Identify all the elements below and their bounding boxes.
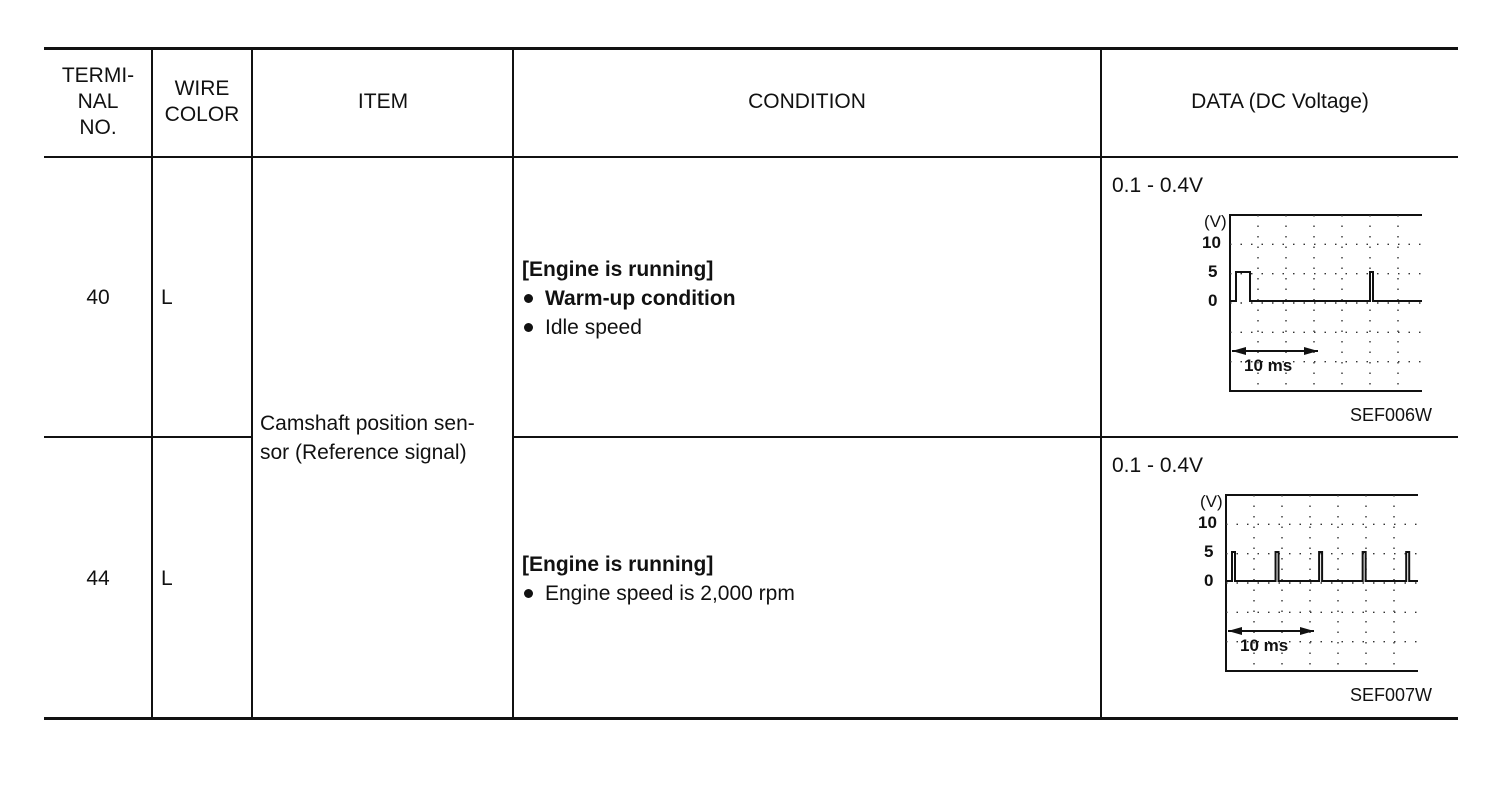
waveform-chart: [1138, 485, 1418, 675]
header-wire-color: WIRE COLOR: [164, 77, 240, 126]
waveform-chart: [1142, 205, 1422, 395]
axis-unit-label: (V): [1200, 492, 1223, 511]
condition-bullet: [522, 284, 736, 313]
arrow-head-right: [1300, 627, 1314, 635]
condition-bullet: [522, 313, 736, 342]
voltage-value: 0.1 - 0.4V: [1112, 174, 1204, 197]
arrow-head-left: [1232, 347, 1246, 355]
condition-bullet: [522, 579, 795, 608]
wire-color: L: [161, 567, 173, 590]
tick-label: 0: [1208, 291, 1218, 310]
tick-label: 10: [1202, 233, 1221, 252]
condition-title: [Engine is running]: [522, 553, 714, 576]
bullet-text: Engine speed is 2,000 rpm: [545, 582, 795, 605]
terminal-data-table: [44, 47, 1458, 720]
arrow-head-right: [1304, 347, 1318, 355]
figure-code: SEF007W: [1350, 685, 1433, 705]
tick-label: 10: [1198, 513, 1217, 532]
arrow-head-left: [1228, 627, 1242, 635]
voltage-value: 0.1 - 0.4V: [1112, 454, 1204, 477]
condition-block: [522, 550, 795, 608]
bullet-icon: [524, 323, 533, 332]
item-description: Camshaft position sen- sor (Reference signal): [260, 412, 475, 464]
bullet-icon: [524, 589, 533, 598]
bullet-text: Warm-up condition: [545, 287, 736, 310]
header-terminal-no: TERMI- NAL NO.: [61, 64, 135, 139]
signal-trace: [1230, 272, 1422, 301]
terminal-number: 40: [86, 286, 110, 309]
wire-color: L: [161, 286, 173, 309]
row-divider-left: [44, 436, 252, 438]
condition-title: [Engine is running]: [522, 258, 714, 281]
figure-code: SEF006W: [1350, 405, 1433, 425]
signal-trace: [1226, 552, 1418, 581]
terminal-number: 44: [86, 567, 110, 590]
axis-unit-label: (V): [1204, 212, 1227, 231]
header-condition: CONDITION: [748, 90, 866, 113]
condition-block: [522, 255, 736, 342]
bullet-icon: [524, 294, 533, 303]
row-divider-right: [514, 436, 1458, 438]
tick-label: 5: [1208, 262, 1218, 281]
table-bottom-rule: [44, 717, 1458, 720]
tick-label: 5: [1204, 542, 1214, 561]
tick-label: 0: [1204, 571, 1214, 590]
header-data: DATA (DC Voltage): [1191, 90, 1369, 113]
bullet-text: Idle speed: [545, 316, 642, 339]
time-scale-label: 10 ms: [1244, 356, 1293, 375]
time-scale-label: 10 ms: [1240, 636, 1289, 655]
header-item: ITEM: [357, 90, 409, 113]
